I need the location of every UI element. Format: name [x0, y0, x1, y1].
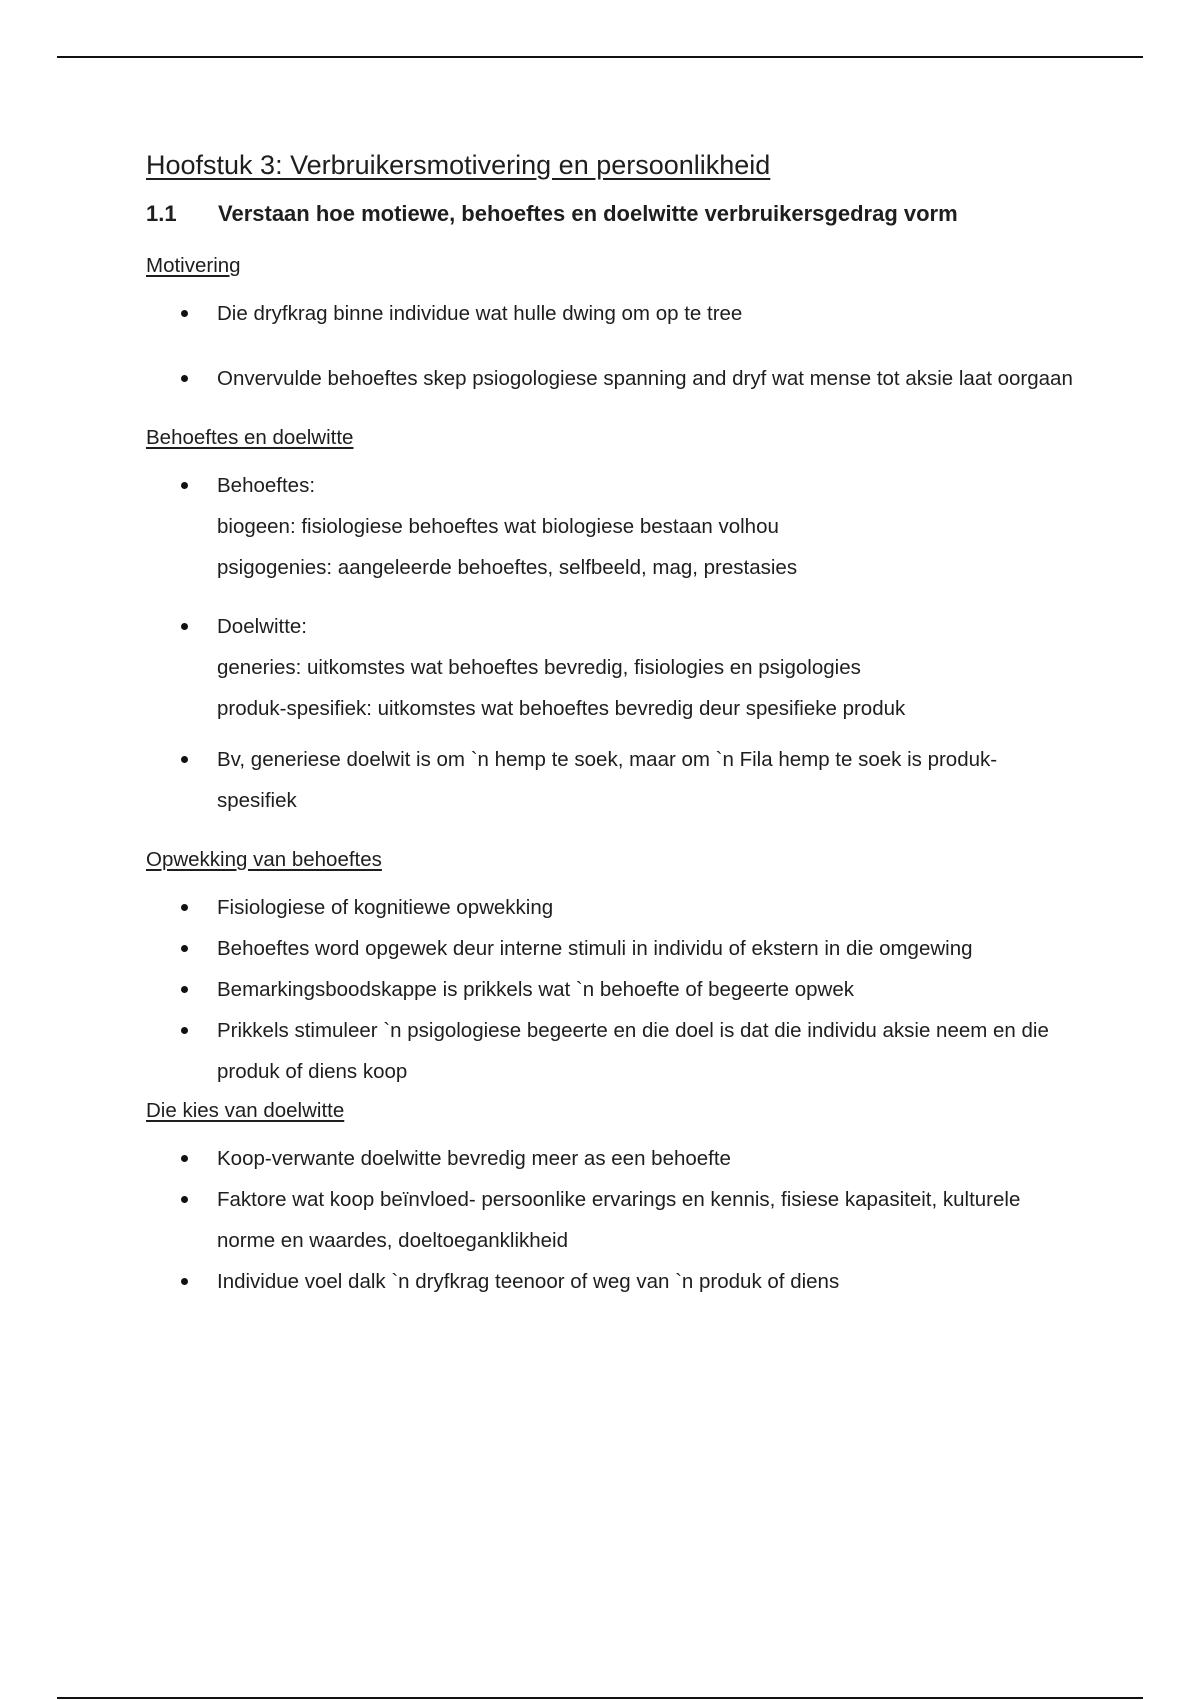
bullet-list-behoeftes — [146, 465, 1076, 821]
bullet-icon — [181, 482, 188, 489]
list-item: Bv, generiese doelwit is om `n hemp te soek, maar om `n Fila hemp te soek is produk-spesifiek — [146, 739, 1076, 821]
bullet-icon — [181, 986, 188, 993]
list-item: Individue voel dalk `n dryfkrag teenoor of weg van `n produk of diens — [146, 1261, 1076, 1302]
list-item: Fisiologiese of kognitiewe opwekking — [146, 887, 1076, 928]
list-item: Faktore wat koop beïnvloed- persoonlike ervarings en kennis, fisiese kapasiteit, kulturele norme en waardes, doeltoeganklikheid — [146, 1179, 1076, 1261]
bullet-icon — [181, 310, 188, 317]
list-item: Die dryfkrag binne individue wat hulle dwing om op te tree — [146, 293, 1076, 334]
list-item: Doelwitte: generies: uitkomstes wat behoeftes bevredig, fisiologies en psigologies produk-spesifiek: uitkomstes wat behoeftes bevredig deur spesifieke produk — [146, 606, 1076, 729]
bullet-icon — [181, 375, 188, 382]
section-heading — [146, 197, 1076, 231]
list-item: Prikkels stimuleer `n psigologiese begeerte en die doel is dat die individu aksie neem en die produk of diens koop — [146, 1010, 1076, 1092]
subsection-heading-opwekking: Opwekking van behoeftes — [146, 848, 382, 871]
bottom-rule — [57, 1697, 1143, 1699]
list-item: Behoeftes: biogeen: fisiologiese behoeftes wat biologiese bestaan volhou psigogenies: aangeleerde behoeftes, selfbeeld, mag, prestasies — [146, 465, 1076, 588]
subsection-heading-motivering: Motivering — [146, 254, 241, 277]
list-item: Onvervulde behoeftes skep psiogologiese spanning and dryf wat mense tot aksie laat oorgaan — [146, 358, 1076, 399]
bullet-icon — [181, 623, 188, 630]
bullet-icon — [181, 904, 188, 911]
list-item: Koop-verwante doelwitte bevredig meer as een behoefte — [146, 1138, 1076, 1179]
bullet-list-motivering — [146, 293, 1076, 399]
bullet-icon — [181, 1155, 188, 1162]
bullet-icon — [181, 756, 188, 763]
list-item: Behoeftes word opgewek deur interne stimuli in individu of ekstern in die omgewing — [146, 928, 1076, 969]
section-number: 1.1 — [146, 201, 177, 226]
section-heading-text: Verstaan hoe motiewe, behoeftes en doelwitte verbruikersgedrag vorm — [218, 201, 958, 226]
bullet-icon — [181, 945, 188, 952]
document-body — [146, 145, 1076, 1302]
top-rule — [57, 56, 1143, 58]
bullet-icon — [181, 1027, 188, 1034]
page-title: Hoofstuk 3: Verbruikersmotivering en persoonlikheid — [146, 150, 771, 180]
subsection-heading-kies: Die kies van doelwitte — [146, 1099, 345, 1122]
bullet-icon — [181, 1196, 188, 1203]
bullet-icon — [181, 1278, 188, 1285]
bullet-list-kies — [146, 1138, 1076, 1302]
list-item: Bemarkingsboodskappe is prikkels wat `n behoefte of begeerte opwek — [146, 969, 1076, 1010]
subsection-heading-behoeftes: Behoeftes en doelwitte — [146, 426, 354, 449]
bullet-list-opwekking — [146, 887, 1076, 1092]
